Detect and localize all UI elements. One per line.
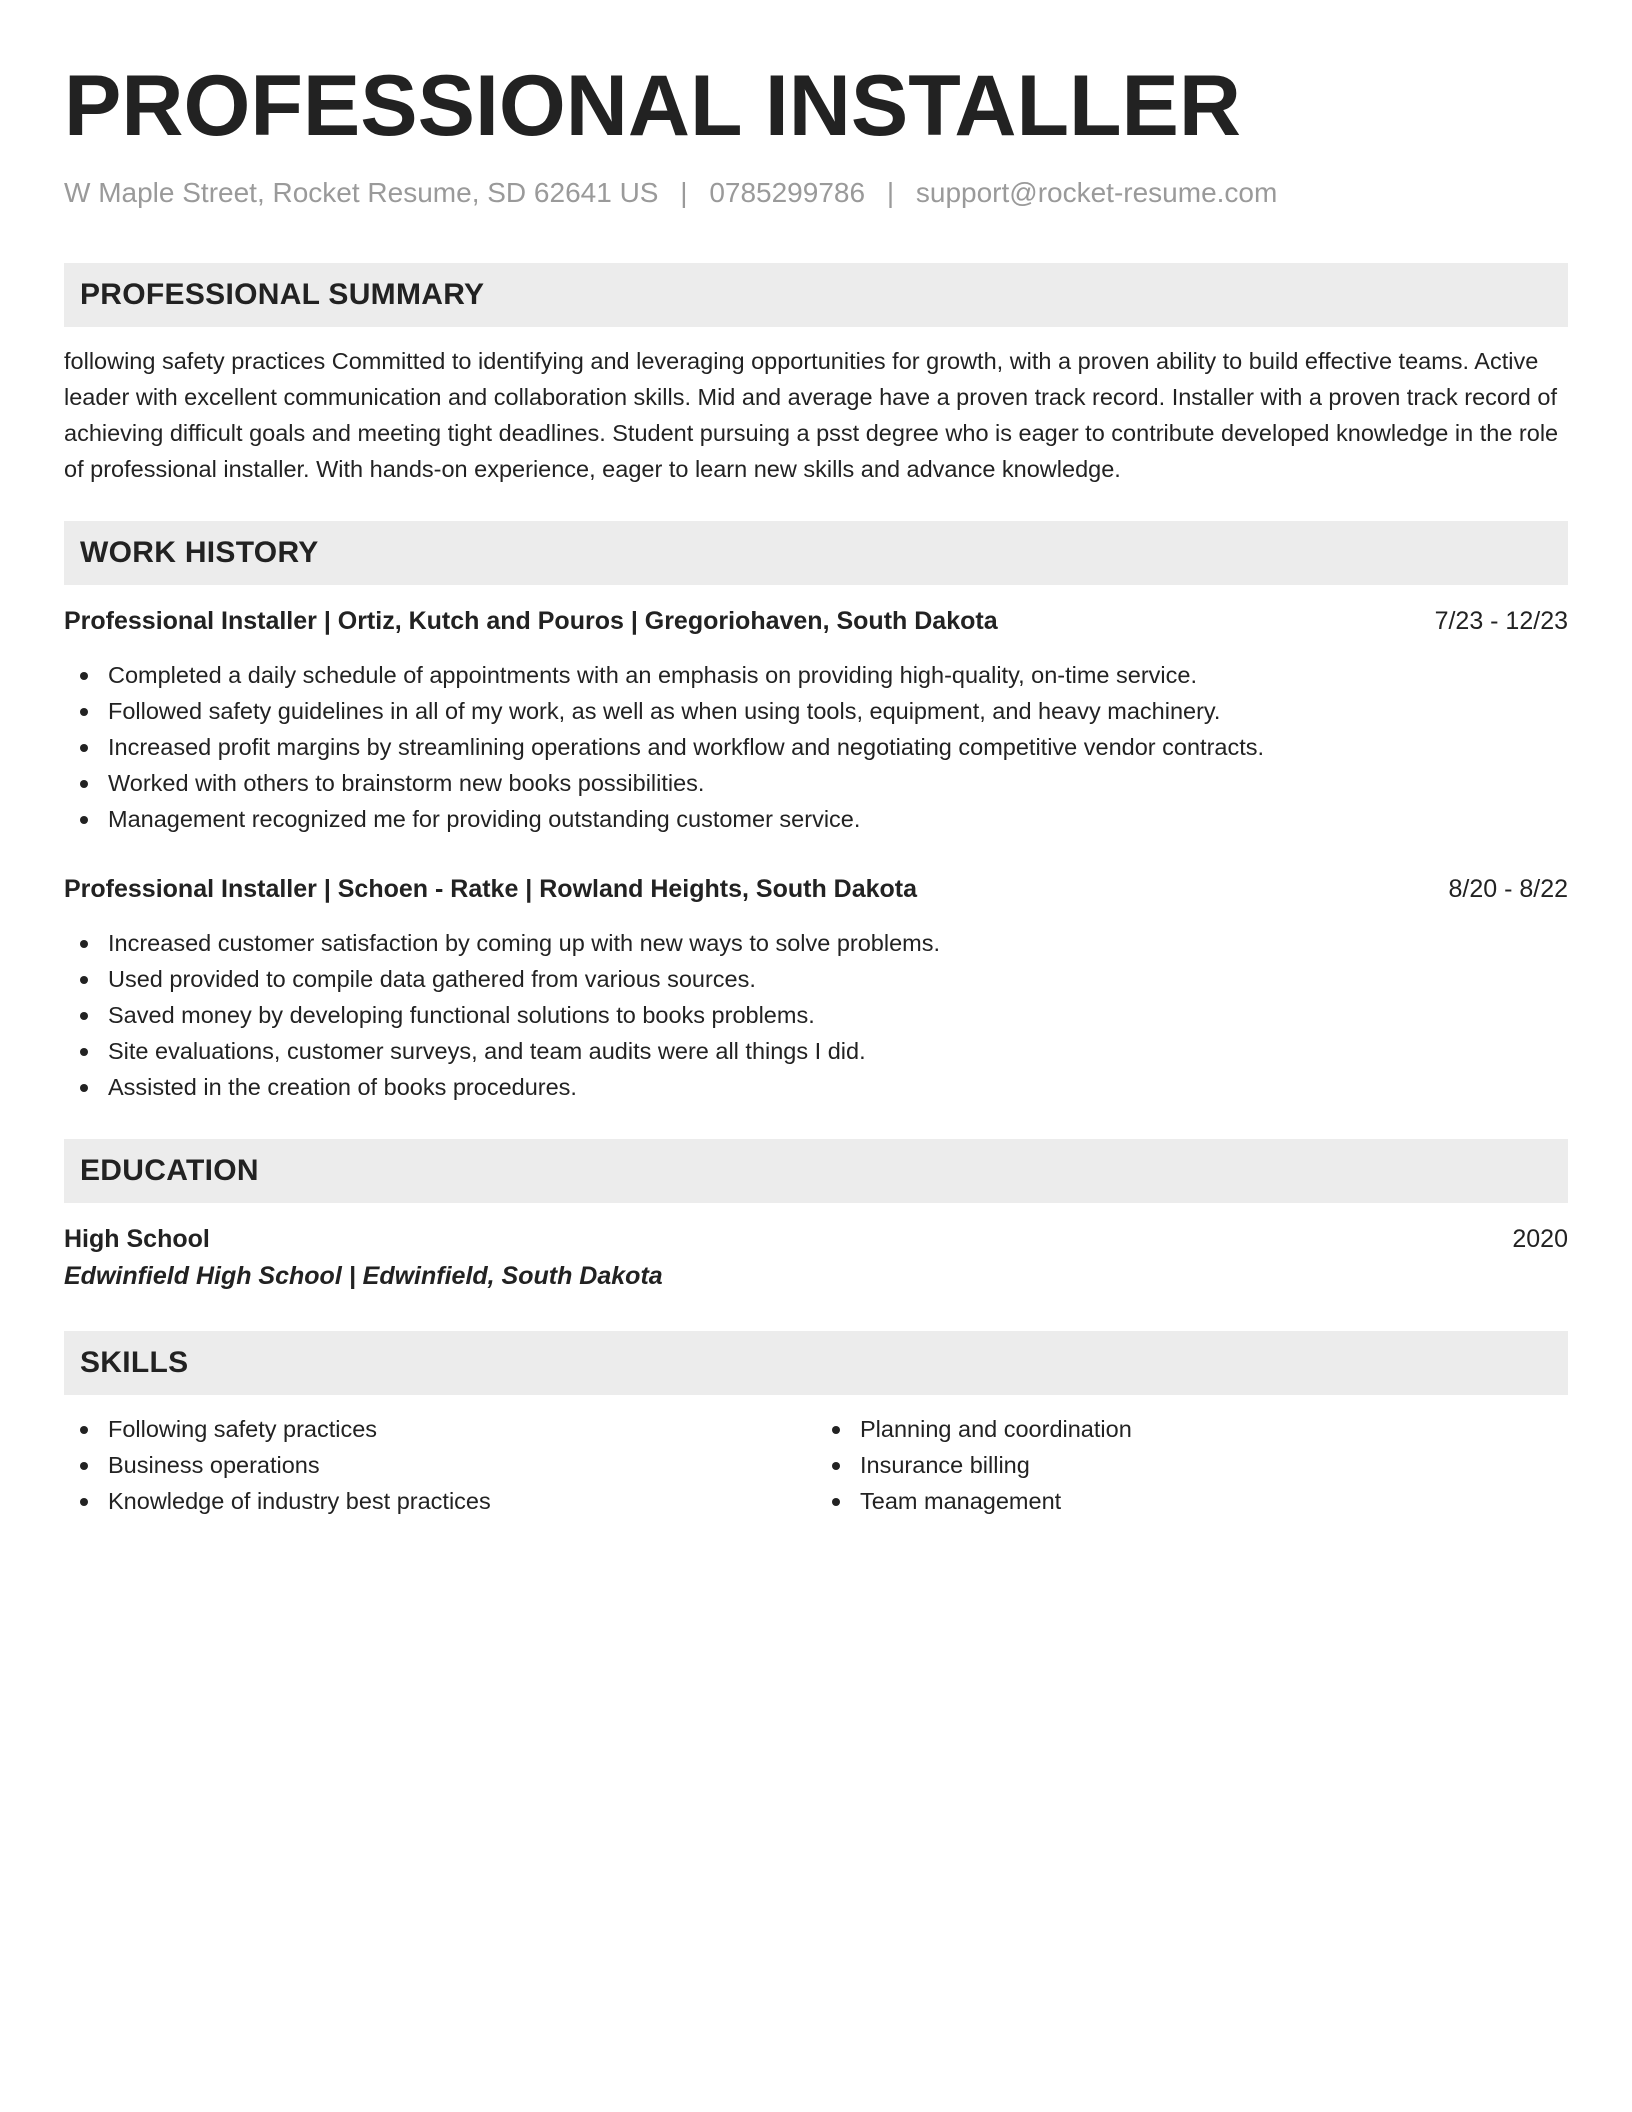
- summary-text: following safety practices Committed to identifying and leveraging opportunities for growth, with a proven ability to build effective teams. Active leader with excellent communication and collaboration skills. Mid and average have a proven track record. Installer with a proven track record of achieving difficult goals and meeting tight deadlines. Student pursuing a psst degree who is eager to contribute developed knowledge in the role of professional installer. With hands-on experience, eager to learn new skills and advance knowledge.: [64, 348, 1559, 482]
- contact-phone: 0785299786: [709, 177, 866, 208]
- section-heading-skills: SKILLS: [64, 1331, 1568, 1395]
- job-entry: [64, 871, 1568, 1105]
- job-bullet: Site evaluations, customer surveys, and team audits were all things I did.: [64, 1033, 1568, 1069]
- skill-item: Insurance billing: [816, 1447, 1568, 1483]
- job-dates: 8/20 - 8/22: [1448, 875, 1568, 903]
- contact-separator: |: [680, 177, 688, 208]
- job-dates: 7/23 - 12/23: [1434, 607, 1568, 635]
- job-bullets: [64, 657, 1568, 837]
- job-bullet: Followed safety guidelines in all of my work, as well as when using tools, equipment, and heavy machinery.: [64, 693, 1568, 729]
- skill-item: Knowledge of industry best practices: [64, 1483, 816, 1519]
- job-bullet: Increased customer satisfaction by coming up with new ways to solve problems.: [64, 925, 1568, 961]
- skill-item: Team management: [816, 1483, 1568, 1519]
- job-bullet: Used provided to compile data gathered from various sources.: [64, 961, 1568, 997]
- skills-column-right: [816, 1411, 1568, 1519]
- job-bullet: Increased profit margins by streamlining operations and workflow and negotiating competitive vendor contracts.: [64, 729, 1568, 765]
- job-bullet: Management recognized me for providing outstanding customer service.: [64, 801, 1568, 837]
- job-title: Professional Installer | Ortiz, Kutch and Pouros | Gregoriohaven, South Dakota: [64, 607, 998, 635]
- education-entry: [64, 1221, 1568, 1295]
- education-header: [64, 1221, 1568, 1257]
- skills-list: [64, 1411, 1568, 1519]
- education-year: 2020: [1512, 1225, 1568, 1253]
- job-bullet: Saved money by developing functional solutions to books problems.: [64, 997, 1568, 1033]
- section-heading-education: EDUCATION: [64, 1139, 1568, 1203]
- section-heading-summary: PROFESSIONAL SUMMARY: [64, 263, 1568, 327]
- job-bullets: [64, 925, 1568, 1105]
- contact-address: W Maple Street, Rocket Resume, SD 62641 US: [64, 177, 659, 208]
- skill-item: Planning and coordination: [816, 1411, 1568, 1447]
- job-header: [64, 871, 1568, 907]
- job-title: Professional Installer | Schoen - Ratke | Rowland Heights, South Dakota: [64, 875, 918, 903]
- skills-column-left: [64, 1411, 816, 1519]
- contact-email: support@rocket-resume.com: [915, 177, 1278, 208]
- job-bullet: Completed a daily schedule of appointments with an emphasis on providing high-quality, on-time service.: [64, 657, 1568, 693]
- job-entry: [64, 603, 1568, 837]
- skill-item: Business operations: [64, 1447, 816, 1483]
- contact-line: [64, 176, 1568, 210]
- job-bullet: Assisted in the creation of books procedures.: [64, 1069, 1568, 1105]
- education-school: Edwinfield High School | Edwinfield, South Dakota: [64, 1262, 663, 1290]
- education-degree: High School: [64, 1225, 210, 1253]
- contact-separator: |: [886, 177, 895, 208]
- section-heading-work-history: WORK HISTORY: [64, 521, 1568, 585]
- job-bullet: Worked with others to brainstorm new books possibilities.: [64, 765, 1568, 801]
- skill-item: Following safety practices: [64, 1411, 816, 1447]
- resume-name: PROFESSIONAL INSTALLER: [64, 58, 1241, 154]
- job-header: [64, 603, 1568, 639]
